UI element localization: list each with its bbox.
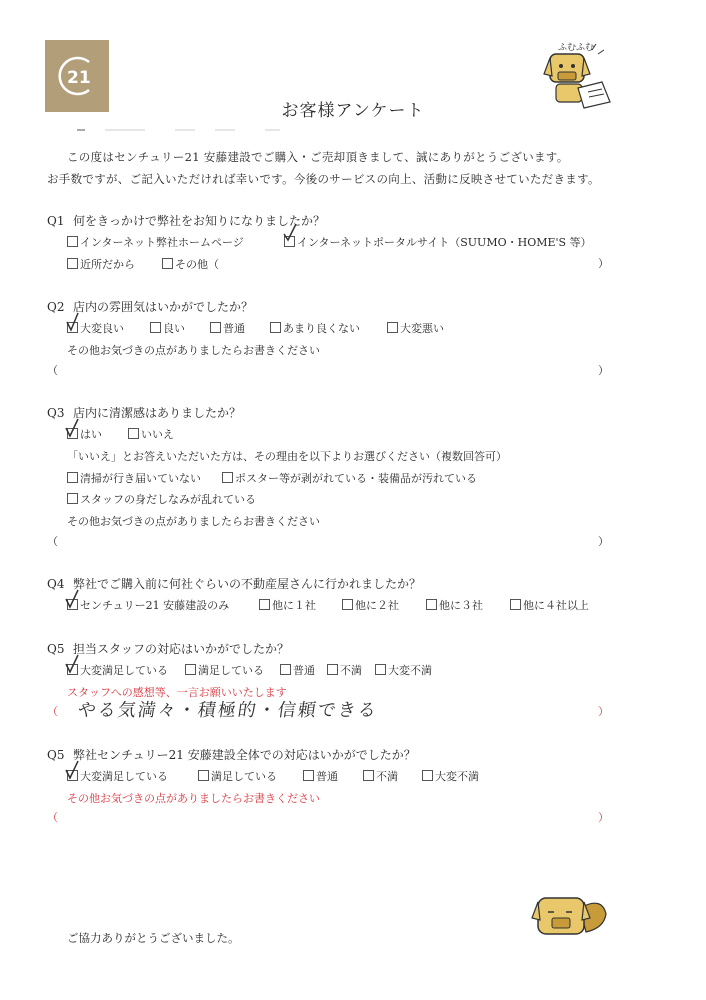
q5-staff-option-very-dissatisfied[interactable]: 大変不満 (375, 662, 432, 678)
q5-overall-option-very-satisfied[interactable]: 大変満足している (67, 768, 168, 784)
q1-close-paren: ） (598, 257, 609, 270)
handwritten-check-icon (65, 654, 79, 674)
q3-reason-cleaning[interactable]: 清掃が行き届いていない (67, 470, 201, 486)
q4-question (47, 575, 421, 592)
q3-followup: 「いいえ」とお答えいただいた方は、その理由を以下よりお選びください（複数回答可） (67, 450, 507, 463)
q5-overall-open-paren: （ (47, 811, 58, 824)
handwritten-check-icon (66, 312, 80, 332)
checkbox-icon[interactable] (280, 664, 291, 675)
q3-number: Q3 (47, 406, 65, 420)
q3-reason-posters[interactable]: ポスター等が剥がれている・装備品が汚れている (222, 470, 477, 486)
checkbox-icon[interactable] (210, 322, 221, 333)
checkbox-icon[interactable] (185, 664, 196, 675)
intro-line-2: お手数ですが、ご記入いただければ幸いです。今後のサービスの向上、活動に反映させていただきます。 (47, 172, 600, 186)
mascot-sleeping-illustration (530, 888, 610, 943)
c21-logo-mark (53, 52, 101, 100)
q4-text: 弊社でご購入前に何社ぐらいの不動産屋さんに行かれましたか？ (73, 577, 422, 591)
q2-comment-prompt: その他お気づきの点がありましたらお書きください (67, 344, 320, 357)
handwritten-check-icon (65, 589, 79, 609)
checkbox-icon[interactable] (270, 322, 281, 333)
q5-overall-option-satisfied[interactable]: 満足している (198, 768, 277, 784)
q1-number: Q1 (47, 214, 65, 228)
q4-option-two-other[interactable]: 他に２社 (342, 597, 399, 613)
q2-close-paren: ） (598, 364, 609, 377)
q2-text: 店内の雰囲気はいかがでしたか？ (73, 300, 254, 314)
q1-option-homepage[interactable]: インターネット弊社ホームページ (67, 234, 244, 250)
q1-option-other[interactable]: その他（ (162, 256, 219, 272)
checkbox-icon[interactable] (303, 770, 314, 781)
checkbox-icon[interactable] (67, 472, 78, 483)
q5-staff-handwritten-answer: やる気満々・積極的・信頼できる (76, 700, 380, 721)
q5-overall-comment-prompt: その他お気づきの点がありましたらお書きください (67, 792, 320, 805)
q5-staff-option-very-satisfied[interactable]: 大変満足している (67, 662, 168, 678)
q5-overall-question (47, 746, 416, 763)
q3-close-paren: ） (598, 535, 609, 548)
q5-overall-number: Q5 (47, 748, 65, 762)
q5-overall-close-paren: ） (598, 811, 609, 824)
checkbox-icon[interactable] (222, 472, 233, 483)
q3-text: 店内に清潔感はありましたか？ (73, 406, 242, 420)
q3-open-paren: （ (47, 535, 58, 548)
q5-staff-comment-prompt: スタッフへの感想等、一言お願いいたします (67, 686, 287, 699)
q5-staff-text: 担当スタッフの対応はいかがでしたか？ (73, 642, 290, 656)
q5-overall-text: 弊社センチュリー21 安藤建設全体での対応はいかがでしたか？ (73, 748, 416, 762)
q3-option-no[interactable]: いいえ (128, 426, 174, 442)
q4-option-four-plus[interactable]: 他に４社以上 (510, 597, 589, 613)
q5-staff-option-dissatisfied[interactable]: 不満 (327, 662, 362, 678)
footer-thanks: ご協力ありがとうございました。 (67, 931, 240, 945)
q2-number: Q2 (47, 300, 65, 314)
q2-option-normal[interactable]: 普通 (210, 320, 245, 336)
q4-option-three-other[interactable]: 他に３社 (426, 597, 483, 613)
q1-option-nearby[interactable]: 近所だから (67, 256, 135, 272)
q4-option-one-other[interactable]: 他に１社 (259, 597, 316, 613)
checkbox-icon[interactable] (363, 770, 374, 781)
survey-title: お客様アンケート (281, 101, 425, 121)
checkbox-icon[interactable] (375, 664, 386, 675)
checkbox-icon[interactable] (510, 599, 521, 610)
q2-option-good[interactable]: 良い (150, 320, 185, 336)
q2-open-paren: （ (47, 364, 58, 377)
q1-option-portal[interactable]: インターネットポータルサイト（SUUMO・HOME'S 等） (284, 234, 592, 250)
q5-staff-option-normal[interactable]: 普通 (280, 662, 315, 678)
q3-option-yes[interactable]: はい (67, 426, 102, 442)
q5-staff-option-satisfied[interactable]: 満足している (185, 662, 264, 678)
checkbox-icon[interactable] (259, 599, 270, 610)
checkbox-icon[interactable] (327, 664, 338, 675)
q5-overall-option-normal[interactable]: 普通 (303, 768, 338, 784)
q2-option-not-good[interactable]: あまり良くない (270, 320, 360, 336)
checkbox-icon[interactable] (128, 428, 139, 439)
q2-option-very-good[interactable]: 大変良い (67, 320, 124, 336)
handwritten-check-icon (65, 760, 79, 780)
q5-staff-question (47, 640, 289, 657)
checkbox-icon[interactable] (198, 770, 209, 781)
checkbox-icon[interactable] (67, 236, 78, 247)
handwritten-check-icon (65, 418, 79, 438)
q3-comment-prompt: その他お気づきの点がありましたらお書きください (67, 515, 320, 528)
mascot-caption: ふむふむ (558, 43, 595, 53)
q5-staff-number: Q5 (47, 642, 65, 656)
checkbox-icon[interactable] (67, 258, 78, 269)
q5-staff-close-paren: ） (598, 705, 609, 718)
q4-option-only-us[interactable]: センチュリー21 安藤建設のみ (67, 597, 229, 613)
handwritten-check-icon (283, 222, 297, 242)
q4-number: Q4 (47, 577, 65, 591)
q2-option-very-bad[interactable]: 大変悪い (387, 320, 444, 336)
name-smudge-mark (75, 125, 285, 135)
checkbox-icon[interactable] (426, 599, 437, 610)
q5-overall-option-dissatisfied[interactable]: 不満 (363, 768, 398, 784)
q5-staff-open-paren: （ (47, 705, 58, 718)
checkbox-icon[interactable] (387, 322, 398, 333)
checkbox-icon[interactable] (342, 599, 353, 610)
checkbox-icon[interactable] (150, 322, 161, 333)
checkbox-icon[interactable] (67, 493, 78, 504)
checkbox-icon[interactable] (422, 770, 433, 781)
checkbox-icon[interactable] (162, 258, 173, 269)
intro-line-1: この度はセンチュリー21 安藤建設でご購入・ご売却頂きまして、誠にありがとうございます。 (67, 150, 569, 164)
q1-text: 何をきっかけで弊社をお知りになりましたか？ (73, 214, 326, 228)
logo-text: 21 (67, 68, 91, 88)
q5-overall-option-very-dissatisfied[interactable]: 大変不満 (422, 768, 479, 784)
q3-reason-staff-appearance[interactable]: スタッフの身だしなみが乱れている (67, 491, 256, 507)
